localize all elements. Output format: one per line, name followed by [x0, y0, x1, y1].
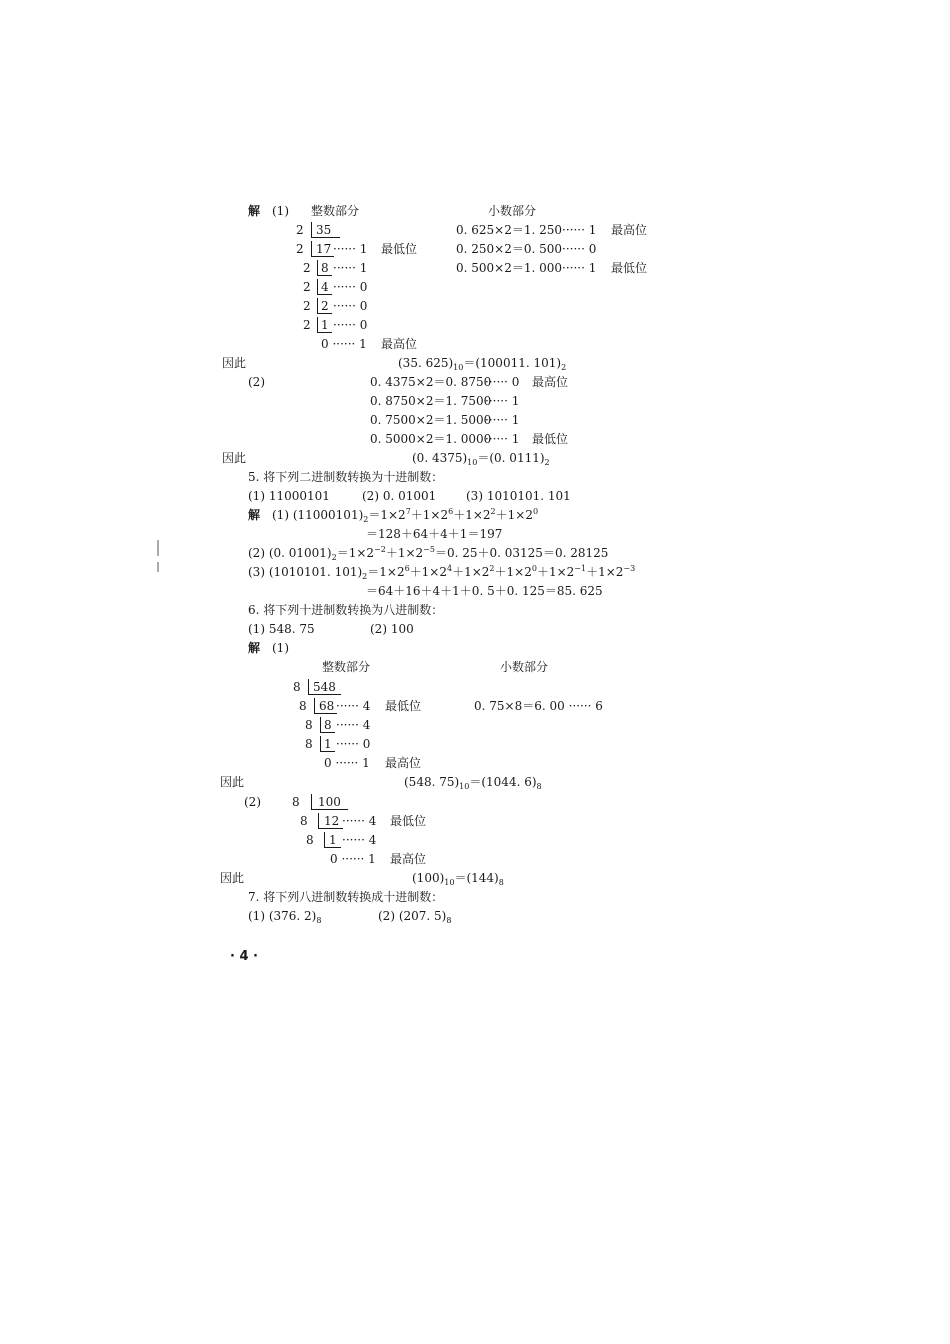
- remainder: ······ 0: [333, 280, 368, 294]
- dividend: 548: [313, 680, 336, 694]
- therefore-label: 因此: [222, 356, 247, 370]
- question-title: 7. 将下列八进制数转换成十进制数：: [248, 890, 444, 904]
- fraction-step: 0. 4375×2＝0. 8750: [370, 375, 492, 389]
- part-number: (2): [244, 795, 261, 809]
- fraction-step: 0. 7500×2＝1. 5000: [370, 413, 492, 427]
- dividend: 35: [316, 223, 332, 237]
- divisor: 2: [296, 223, 304, 237]
- remainder: ······ 1: [333, 261, 368, 275]
- page-number: · 4 ·: [230, 949, 258, 964]
- fraction-bit: ······ 1: [485, 394, 520, 408]
- highest-bit-label: 最高位: [611, 223, 648, 237]
- result-equation: (548. $75)_{10}=(1044$. $6)_8$: [404, 775, 542, 791]
- highest-digit-label: 最高位: [385, 756, 422, 770]
- fraction-step: 0. 8750×2＝1. 7500: [370, 394, 492, 408]
- divisor: 2: [296, 242, 304, 256]
- divisor: 2: [303, 280, 311, 294]
- quotient: 8: [324, 718, 332, 732]
- part-number: (2): [248, 375, 265, 389]
- solution-step: (2) (0. $01001)_2=1\times 2^{-2}+1\times 2^{-5}=0$. 25＋0. 03125＝0. 28125: [248, 545, 609, 562]
- quotient: 4: [321, 280, 329, 294]
- fraction-step: 0. 250×2＝0. 500: [456, 242, 563, 256]
- fraction-part-heading: 小数部分: [488, 204, 537, 218]
- question-item: (1) 548. 75: [248, 622, 315, 636]
- result-equation: $(100)_{10}=(144)_8$: [412, 871, 504, 887]
- quotient: 1: [321, 318, 329, 332]
- divisor: 8: [306, 833, 314, 847]
- fraction-bit: ······ 0: [562, 242, 597, 256]
- question-title: 5. 将下列二进制数转换为十进制数：: [248, 470, 444, 484]
- question-item: (1) (376. $2)_8$: [248, 909, 322, 925]
- solution-label: 解: [248, 204, 261, 218]
- quotient: 17: [316, 242, 332, 256]
- therefore-label: 因此: [222, 451, 247, 465]
- solution-step: (3) (1010101. $101)_2=1\times 2^6+1\times 2^4+1\times 2^2+1\times 2^0+1\times 2^{-1}+1\times 2^{-3}$: [248, 564, 636, 581]
- remainder: ······ 4: [336, 718, 371, 732]
- fraction-step: 0. 5000×2＝1. 0000: [370, 432, 492, 446]
- question-item: (2) 100: [370, 622, 414, 636]
- lowest-digit-label: 最低位: [390, 814, 427, 828]
- divisor: 2: [303, 318, 311, 332]
- integer-part-heading: 整数部分: [311, 204, 360, 218]
- remainder: ······ 0: [333, 299, 368, 313]
- lowest-bit-label: 最低位: [532, 432, 569, 446]
- final-quotient: 0 ······ 1: [324, 756, 370, 770]
- divisor: 2: [303, 261, 311, 275]
- solution-step: ＝64＋16＋4＋1＋0. 5＋0. 125＝85. 625: [366, 584, 603, 598]
- divisor: 8: [305, 718, 313, 732]
- solution-label: 解: [248, 508, 261, 522]
- fraction-bit: ······ 0: [485, 375, 520, 389]
- fraction-part-heading: 小数部分: [500, 660, 549, 674]
- fraction-step: 0. 500×2＝1. 000: [456, 261, 563, 275]
- remainder: ······ 1: [333, 242, 368, 256]
- quotient: 8: [321, 261, 329, 275]
- divisor: 2: [303, 299, 311, 313]
- question-item: (3) 1010101. 101: [466, 489, 571, 503]
- solution-label: 解: [248, 641, 261, 655]
- question-item: (1) 11000101: [248, 489, 330, 503]
- remainder: ······ 4: [336, 699, 371, 713]
- part-number: (1): [272, 204, 289, 218]
- fraction-bit: ······ 1: [562, 223, 597, 237]
- divisor: 8: [299, 699, 307, 713]
- divisor: 8: [305, 737, 313, 751]
- therefore-label: 因此: [220, 775, 245, 789]
- fraction-bit: ······ 1: [562, 261, 597, 275]
- result-equation: (0. $4375)_{10}=(0$. $0111)_2$: [412, 451, 550, 467]
- quotient: 1: [329, 833, 337, 847]
- integer-part-heading: 整数部分: [322, 660, 371, 674]
- final-quotient: 0 ······ 1: [321, 337, 367, 351]
- quotient: 1: [324, 737, 332, 751]
- quotient: 68: [319, 699, 335, 713]
- highest-bit-label: 最高位: [381, 337, 418, 351]
- divisor: 8: [300, 814, 308, 828]
- remainder: ······ 0: [336, 737, 371, 751]
- fraction-bit: ······ 1: [485, 432, 520, 446]
- question-item: (2) (207. $5)_8$: [378, 909, 452, 925]
- fraction-step: 0. 625×2＝1. 250: [456, 223, 563, 237]
- solution-step: (1) $(11000101)_2=1\times 2^7+1\times 2^6+1\times 2^2+1\times 2^0$: [272, 507, 539, 524]
- divisor: 8: [292, 795, 300, 809]
- remainder: ······ 0: [333, 318, 368, 332]
- question-title: 6. 将下列十进制数转换为八进制数：: [248, 603, 444, 617]
- fraction-step: 0. 75×8＝6. 00 ······ 6: [474, 699, 603, 713]
- remainder: ······ 4: [342, 833, 377, 847]
- final-quotient: 0 ······ 1: [330, 852, 376, 866]
- dividend: 100: [318, 795, 341, 809]
- highest-digit-label: 最高位: [390, 852, 427, 866]
- fraction-bit: ······ 1: [485, 413, 520, 427]
- lowest-bit-label: 最低位: [611, 261, 648, 275]
- lowest-bit-label: 最低位: [381, 242, 418, 256]
- result-equation: (35. $625)_{10}=(100011$. $101)_2$: [398, 356, 567, 372]
- question-item: (2) 0. 01001: [362, 489, 437, 503]
- therefore-label: 因此: [220, 871, 245, 885]
- lowest-digit-label: 最低位: [385, 699, 422, 713]
- highest-bit-label: 最高位: [532, 375, 569, 389]
- divisor: 8: [293, 680, 301, 694]
- remainder: ······ 4: [342, 814, 377, 828]
- solution-step: ＝128＋64＋4＋1＝197: [366, 527, 503, 541]
- part-number: (1): [272, 641, 289, 655]
- quotient: 2: [321, 299, 329, 313]
- quotient: 12: [324, 814, 340, 828]
